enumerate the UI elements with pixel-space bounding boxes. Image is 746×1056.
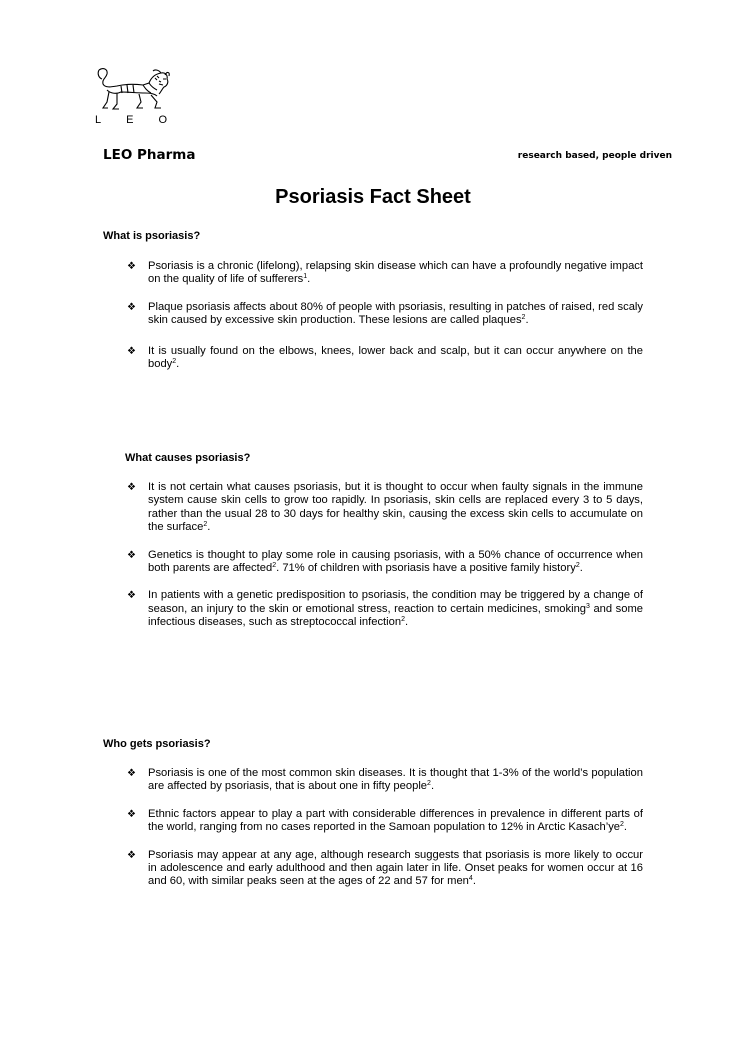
reference-mark: 2	[401, 616, 406, 624]
reference-mark: 2	[521, 314, 526, 322]
diamond-bullet-icon: ❖	[127, 345, 136, 357]
logo-letter: L	[95, 114, 102, 126]
reference-mark: 2	[172, 358, 177, 366]
section-who-gets	[103, 738, 643, 903]
logo-letter: E	[126, 114, 134, 126]
reference-mark: 2	[620, 821, 624, 829]
diamond-bullet-icon: ❖	[127, 849, 136, 861]
section-heading: What causes psoriasis?	[125, 452, 251, 464]
list-item	[103, 481, 643, 535]
leo-lion-logo	[95, 66, 175, 128]
section-heading: Who gets psoriasis?	[103, 738, 211, 750]
bullet-text-middle: . 71% of children with psoriasis have a positive family history	[276, 562, 576, 575]
reference-mark: 2	[272, 562, 277, 570]
bullet-text: In patients with a genetic predisposition to psoriasis, the condition may be triggered by a change of season, an injury to the skin or emotional stress, reaction to certain medicines, smoking	[148, 589, 643, 615]
bullet-text-end: .	[525, 314, 529, 327]
list-item	[103, 849, 643, 889]
bullet-text: Genetics is thought to play some role in causing psoriasis, with a 50% chance of occurrence when both parents are affected	[148, 548, 643, 575]
brand-name: LEO Pharma	[103, 147, 196, 163]
section-heading: What is psoriasis?	[103, 230, 201, 242]
bullet-text-middle: and some infectious diseases, such as streptococcal infection	[148, 602, 643, 629]
diamond-bullet-icon: ❖	[127, 768, 136, 779]
bullet-text-end: .	[405, 616, 409, 629]
bullet-text: It is usually found on the elbows, knees, lower back and scalp, but it can occur anywhere on the body	[148, 344, 643, 371]
reference-mark: 3	[586, 602, 590, 610]
reference-mark: 2	[427, 780, 431, 788]
diamond-bullet-icon: ❖	[127, 549, 136, 561]
list-item	[103, 345, 643, 372]
brand-tagline: research based, people driven	[517, 151, 672, 161]
logo-wordmark	[95, 114, 167, 126]
reference-mark: 2	[575, 562, 580, 570]
bullet-text: Psoriasis is one of the most common skin diseases. It is thought that 1-3% of the world’s population are affected by psoriasis, that is about one in fifty people	[148, 767, 643, 793]
lion-icon	[95, 66, 175, 114]
bullet-text: Ethnic factors appear to play a part with considerable differences in prevalence in different parts of the world, ranging from no cases reported in the Samoan population to 12% in Arctic Kasach’ye	[148, 807, 643, 834]
logo-letter: O	[158, 114, 167, 126]
bullet-list	[103, 260, 643, 371]
page-title: Psoriasis Fact Sheet	[275, 186, 471, 208]
list-item	[103, 301, 643, 328]
bullet-text-end: .	[623, 821, 628, 834]
bullet-list	[103, 767, 643, 889]
list-item	[103, 767, 643, 794]
list-item	[103, 589, 643, 629]
reference-mark: 2	[203, 521, 208, 529]
diamond-bullet-icon: ❖	[127, 482, 136, 493]
bullet-text-end: .	[207, 521, 211, 534]
bullet-text: Psoriasis may appear at any age, although research suggests that psoriasis is more likely to occur in adolescence and early adulthood and then again later in life. Onset peaks for women occur at 16 and 60, with similar peaks seen at the ages of 22 and 57 for men	[148, 848, 643, 888]
bullet-text-end: .	[307, 273, 311, 286]
bullet-text: Plaque psoriasis affects about 80% of people with psoriasis, resulting in patches of raised, red scaly skin caused by excessive skin production. These lesions are called plaques	[148, 300, 643, 327]
bullet-list	[103, 481, 643, 630]
bullet-text: Psoriasis is a chronic (lifelong), relapsing skin disease which can have a profoundly negative impact on the quality of life of sufferers	[148, 260, 643, 286]
bullet-text: It is not certain what causes psoriasis, but it is thought to occur when faulty signals in the immune system cause skin cells to grow too rapidly. In psoriasis, skin cells are replaced every 3 to 5 days, rather than the usual 28 to 30 days for healthy skin, causing the excess skin cells to accumulate on the surface	[148, 481, 643, 534]
bullet-text-end: .	[430, 780, 435, 793]
diamond-bullet-icon: ❖	[127, 808, 136, 820]
bullet-text-end: .	[472, 875, 476, 888]
list-item	[103, 260, 643, 287]
diamond-bullet-icon: ❖	[127, 301, 136, 313]
list-item	[103, 808, 643, 835]
section-what-is	[103, 230, 643, 385]
reference-mark: 4	[468, 875, 473, 883]
bullet-text-end: .	[579, 562, 583, 575]
list-item	[103, 549, 643, 576]
diamond-bullet-icon: ❖	[127, 261, 136, 272]
diamond-bullet-icon: ❖	[127, 590, 136, 602]
section-what-causes	[103, 452, 643, 644]
bullet-text-end: .	[176, 358, 180, 371]
reference-mark: 1	[303, 273, 308, 281]
